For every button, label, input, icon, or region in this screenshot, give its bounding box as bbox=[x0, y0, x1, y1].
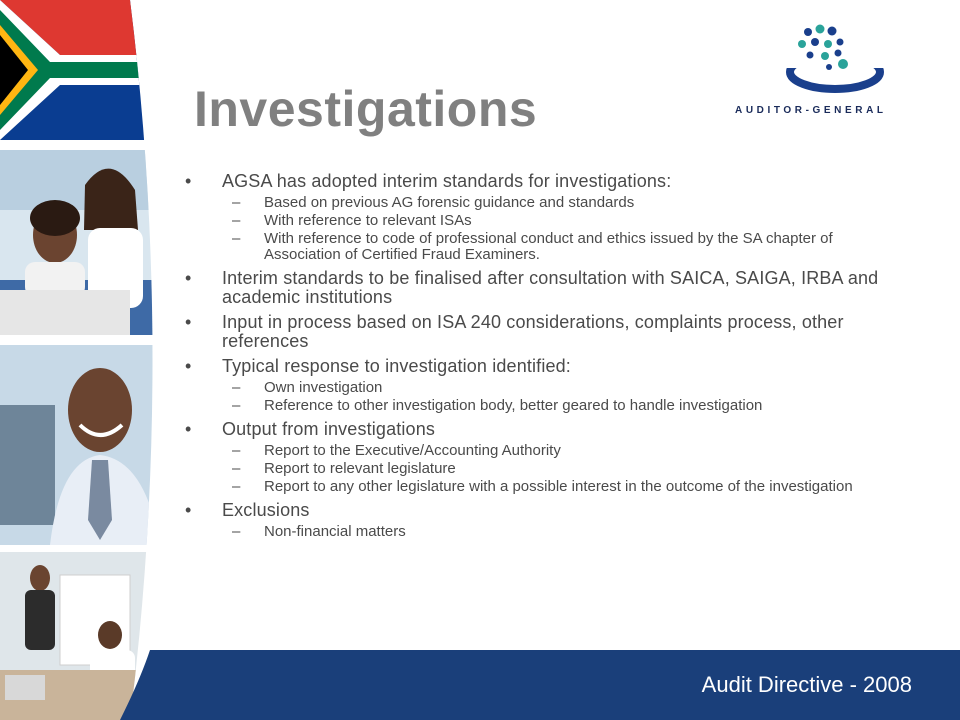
sub-bullet-item bbox=[185, 443, 905, 459]
bullet-item bbox=[185, 313, 905, 351]
slide-title: Investigations bbox=[194, 81, 538, 137]
sub-bullet-item bbox=[185, 524, 905, 540]
bullet-text: Input in process based on ISA 240 considerations, complaints process, other references bbox=[222, 312, 844, 351]
smiling-man-headset-photo bbox=[0, 345, 175, 545]
sub-bullet-item bbox=[185, 213, 905, 229]
bullet-text: Reference to other investigation body, better geared to handle investigation bbox=[264, 397, 763, 414]
bullet-item bbox=[185, 357, 905, 376]
bullet-text: AGSA has adopted interim standards for investigations: bbox=[222, 171, 672, 191]
footer-bar bbox=[0, 650, 960, 720]
bullet-text: Report to the Executive/Accounting Authority bbox=[264, 442, 561, 459]
bullet-text: Typical response to investigation identified: bbox=[222, 356, 571, 376]
bullet-text: Interim standards to be finalised after consultation with SAICA, SAIGA, IRBA and academic institutions bbox=[222, 268, 879, 307]
bullet-marker: – bbox=[232, 442, 241, 459]
bullet-marker: – bbox=[232, 194, 241, 211]
bullet-marker: • bbox=[185, 268, 192, 288]
bullet-marker: – bbox=[232, 460, 241, 477]
sub-bullet-item bbox=[185, 231, 905, 263]
bullet-text: Exclusions bbox=[222, 500, 310, 520]
bullet-marker: – bbox=[232, 397, 241, 414]
bullet-text: With reference to code of professional conduct and ethics issued by the SA chapter of Association of Certified Fraud Examiners. bbox=[264, 230, 833, 263]
bullet-marker: • bbox=[185, 356, 192, 376]
bullet-text: Output from investigations bbox=[222, 419, 436, 439]
bullet-list bbox=[185, 170, 905, 540]
sub-bullet-item bbox=[185, 380, 905, 396]
sub-bullet-item bbox=[185, 461, 905, 477]
office-workers-photo bbox=[0, 150, 175, 335]
bullet-item bbox=[185, 420, 905, 439]
bullet-text: With reference to relevant ISAs bbox=[264, 212, 472, 229]
bullet-item bbox=[185, 269, 905, 307]
bullet-text: Report to any other legislature with a possible interest in the outcome of the investigation bbox=[264, 478, 853, 495]
bullet-marker: • bbox=[185, 500, 192, 520]
sub-bullet-item bbox=[185, 479, 905, 495]
bullet-marker: – bbox=[232, 230, 241, 247]
bullet-marker: • bbox=[185, 312, 192, 332]
bullet-marker: – bbox=[232, 478, 241, 495]
bullet-item bbox=[185, 172, 905, 191]
bullet-marker: • bbox=[185, 419, 192, 439]
bullet-item bbox=[185, 501, 905, 520]
sub-bullet-item bbox=[185, 195, 905, 211]
footer-label: Audit Directive - 2008 bbox=[701, 672, 912, 697]
bullet-marker: – bbox=[232, 523, 241, 540]
bullet-text: Report to relevant legislature bbox=[264, 460, 456, 477]
bullet-text: Own investigation bbox=[264, 379, 383, 396]
bullet-marker: – bbox=[232, 212, 241, 229]
bullet-marker: • bbox=[185, 171, 192, 191]
sub-bullet-item bbox=[185, 398, 905, 414]
bullet-text: Non-financial matters bbox=[264, 523, 406, 540]
bullet-text: Based on previous AG forensic guidance and standards bbox=[264, 194, 635, 211]
south-africa-flag-image bbox=[0, 0, 175, 140]
bullet-marker: – bbox=[232, 379, 241, 396]
decorative-photo-strip bbox=[0, 0, 175, 720]
logo-wordmark: AUDITOR-GENERAL bbox=[735, 105, 887, 116]
